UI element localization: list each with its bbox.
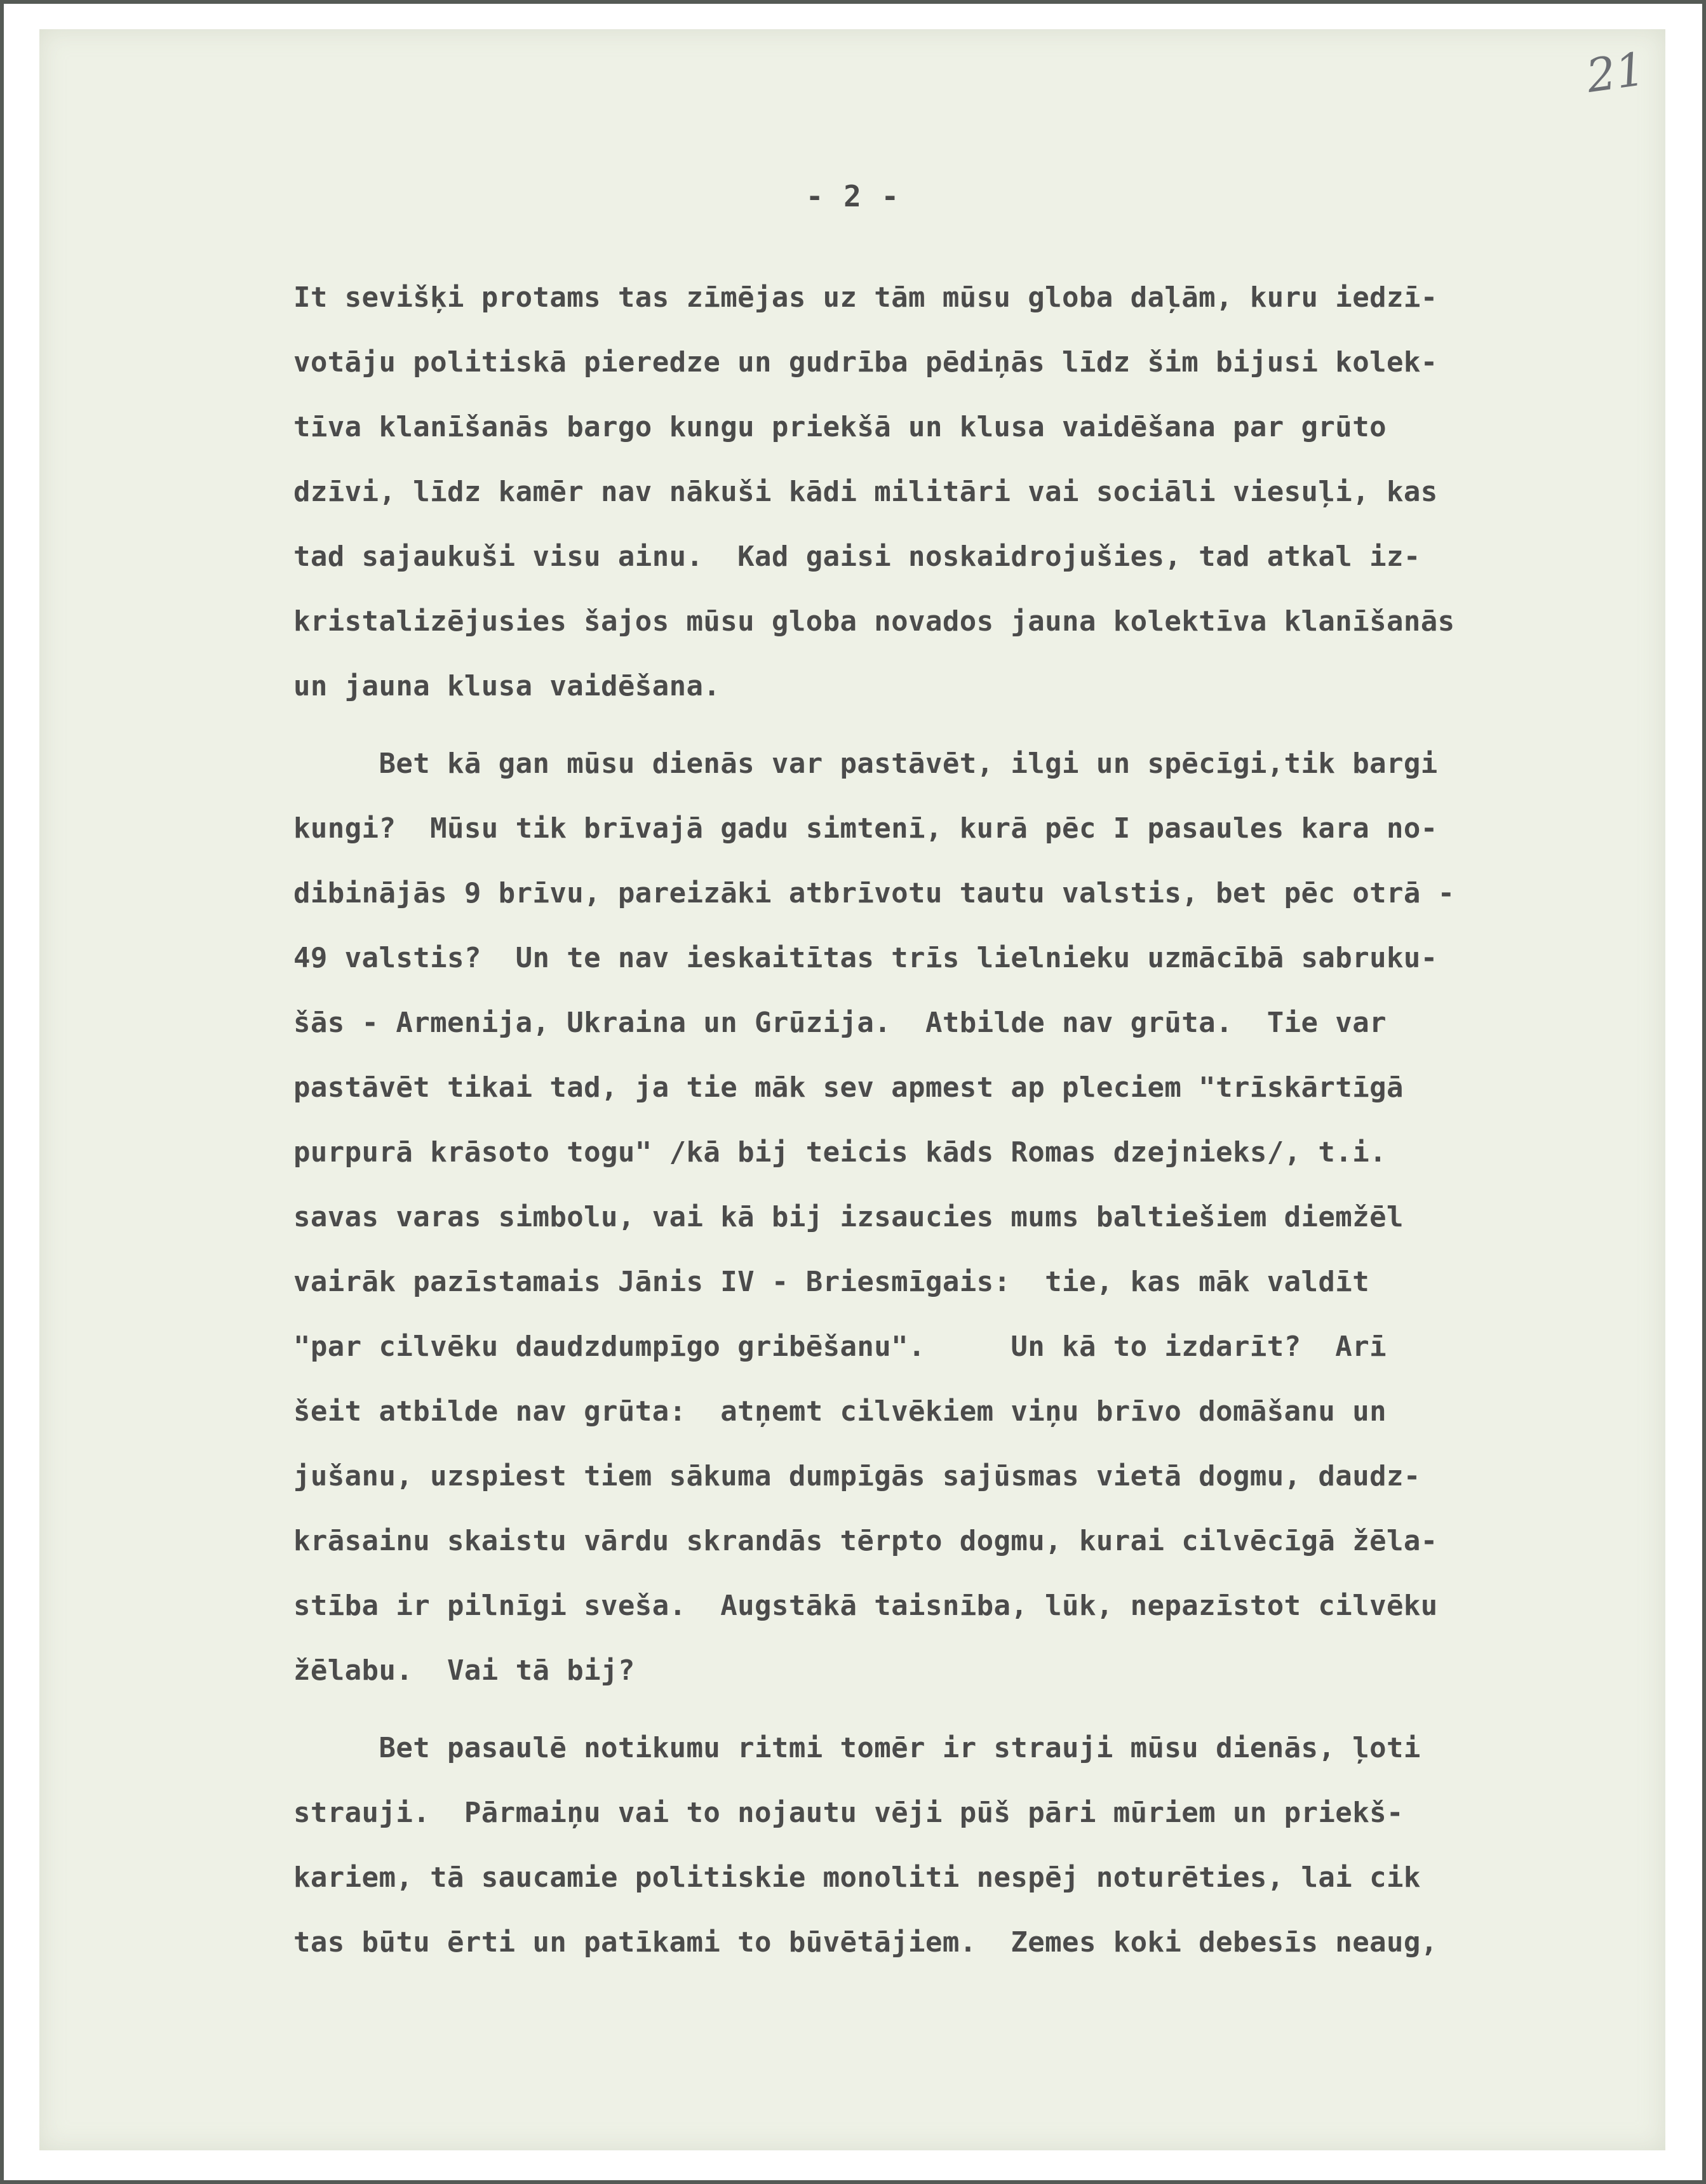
text-line: un jauna klusa vaidēšana. <box>293 670 721 702</box>
text-line: tīva klanīšanās bargo kungu priekšā un klusa vaidēšana par grūto <box>293 411 1387 443</box>
text-line: purpurā krāsoto togu" /kā bij teicis kāds Romas dzejnieks/, t.i. <box>293 1136 1387 1169</box>
typed-text-body <box>293 265 1615 1975</box>
handwritten-page-annotation: 21 <box>1583 42 1649 103</box>
text-line: žēlabu. Vai tā bij? <box>293 1654 635 1687</box>
text-line: strauji. Pārmaiņu vai to nojautu vēji pūš pāri mūriem un priekš- <box>293 1797 1404 1829</box>
text-line: Bet pasaulē notikumu ritmi tomēr ir strauji mūsu dienās, ļoti <box>293 1732 1421 1764</box>
text-line: šeit atbilde nav grūta: atņemt cilvēkiem viņu brīvo domāšanu un <box>293 1395 1387 1428</box>
text-line: tad sajaukuši visu ainu. Kad gaisi noskaidrojušies, tad atkal iz- <box>293 540 1421 573</box>
text-line: šās - Armenija, Ukraina un Grūzija. Atbilde nav grūta. Tie var <box>293 1007 1387 1039</box>
text-line: kungi? Mūsu tik brīvajā gadu simtenī, kurā pēc I pasaules kara no- <box>293 812 1438 845</box>
text-line: krāsainu skaistu vārdu skrandās tērpto dogmu, kurai cilvēcīgā žēla- <box>293 1525 1438 1557</box>
text-line: kristalizējusies šajos mūsu globa novados jauna kolektīva klanīšanās <box>293 605 1455 638</box>
text-line: pastāvēt tikai tad, ja tie māk sev apmest ap pleciem "trīskārtīgā <box>293 1071 1404 1104</box>
text-line: vairāk pazīstamais Jānis IV - Briesmīgais: tie, kas māk valdīt <box>293 1266 1370 1298</box>
paragraph-gap <box>293 1703 1615 1716</box>
text-line: jušanu, uzspiest tiem sākuma dumpīgās sajūsmas vietā dogmu, daudz- <box>293 1460 1421 1492</box>
page-number: - 2 - <box>805 179 901 213</box>
text-line: Bet kā gan mūsu dienās var pastāvēt, ilgi un spēcīgi,tik bargi <box>293 747 1438 780</box>
text-line: savas varas simbolu, vai kā bij izsaucies mums baltiešiem diemžēl <box>293 1201 1404 1233</box>
text-line: dibinājās 9 brīvu, pareizāki atbrīvotu tautu valstis, bet pēc otrā - <box>293 877 1455 909</box>
text-line: kariem, tā saucamie politiskie monoliti nespēj noturēties, lai cik <box>293 1861 1421 1894</box>
text-line: dzīvi, līdz kamēr nav nākuši kādi militāri vai sociāli viesuļi, kas <box>293 476 1438 508</box>
text-line: 49 valstis? Un te nav ieskaitītas trīs lielnieku uzmācībā sabruku- <box>293 942 1438 974</box>
paragraph-gap <box>293 719 1615 732</box>
text-line: "par cilvēku daudzdumpīgo gribēšanu". Un kā to izdarīt? Arī <box>293 1330 1387 1363</box>
text-line: votāju politiskā pieredze un gudrība pēdiņās līdz šim bijusi kolek- <box>293 346 1438 379</box>
text-line: It sevišķi protams tas zīmējas uz tām mūsu globa daļām, kuru iedzī- <box>293 281 1438 314</box>
text-line: stība ir pilnīgi sveša. Augstākā taisnība, lūk, nepazīstot cilvēku <box>293 1590 1438 1622</box>
text-line: tas būtu ērti un patīkami to būvētājiem. Zemes koki debesīs neaug, <box>293 1926 1438 1959</box>
